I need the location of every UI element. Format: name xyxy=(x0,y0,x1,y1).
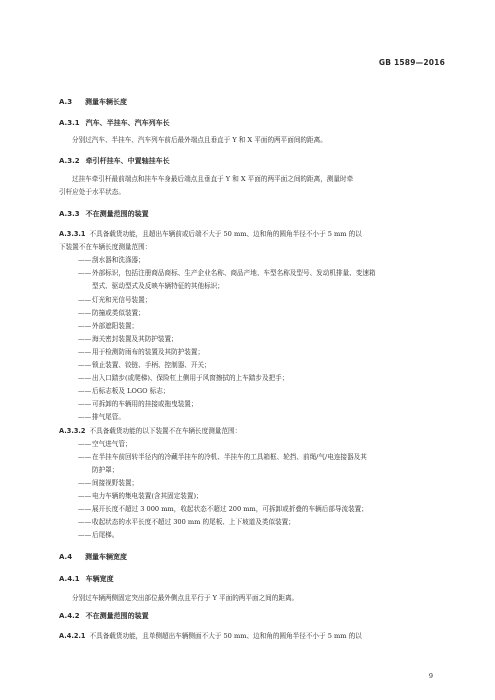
list-item-continuation: 防护罩； xyxy=(92,466,119,474)
list-item: ——收起状态的水平长度不超过 300 mm 的尾板、上下坡道及类似装置； xyxy=(78,518,295,526)
list-item-continuation: 型式、驱动型式及反映车辆特征的其他标识； xyxy=(92,282,224,290)
paragraph-a331-line1: A.3.3.1 不具备载货功能，且超出车辆前或后端不大于 50 mm、边和角的圆角半径不小于 5 mm 的以 xyxy=(59,230,362,238)
list-item: ——后标志板及 LOGO 标志； xyxy=(78,387,170,395)
paragraph-a32-line2: 引杆应处于水平状态。 xyxy=(59,188,125,196)
paragraph-a32-line1: 过挂车牵引杆最前端点和挂车车身最后端点且垂直于 Y 和 X 平面的两平面之间的距离，测量时牵 xyxy=(72,175,354,183)
list-item: ——排气尾管。 xyxy=(78,413,125,421)
section-heading-a3: A.3 测量车辆长度 xyxy=(59,98,127,106)
list-item: ——出入口踏步(或爬梯)、保险杠上侧用于风窗擦拭的上车踏步及把手； xyxy=(78,374,289,382)
paragraph-a41: 分别过车辆两侧固定突出部位最外侧点且平行于 Y 平面的两平面之间的距离。 xyxy=(72,594,299,602)
list-item: ——后尾梯。 xyxy=(78,531,119,539)
standard-code: GB 1589—2016 xyxy=(378,58,445,67)
list-item: ——用于检测防雨布的装置及其防护装置； xyxy=(78,348,205,356)
list-item: ——电力车辆的集电装置(含其固定装置)； xyxy=(78,492,203,500)
list-item: ——锁止装置、铰链、手柄、控制器、开关； xyxy=(78,361,211,369)
section-heading-a32: A.3.2 牵引杆挂车、中置轴挂车长 xyxy=(59,157,170,165)
section-heading-a31: A.3.1 汽车、半挂车、汽车列车长 xyxy=(59,119,170,127)
list-item: ——外部遮阳装置； xyxy=(78,322,139,330)
paragraph-a332-line1: A.3.3.2 不具备载货功能的以下装置不在车辆长度测量范围： xyxy=(59,427,242,435)
list-item: ——防撞或类似装置； xyxy=(78,309,145,317)
paragraph-a31: 分别过汽车、半挂车、汽车列车前后最外端点且垂直于 Y 和 X 平面的两平面间的距离。 xyxy=(72,136,327,144)
list-item: ——海关密封装置及其防护装置； xyxy=(78,335,178,343)
section-heading-a33: A.3.3 不在测量范围的装置 xyxy=(59,210,149,218)
paragraph-a421-line1: A.4.2.1 不具备载货功能，且单侧超出车辆侧面不大于 50 mm、边和角的圆角半径不小于 5 mm 的以 xyxy=(59,632,362,640)
section-heading-a42: A.4.2 不在测量范围的装置 xyxy=(59,612,149,620)
list-item: ——外部标识，包括注册商品商标、生产企业名称、商品产地、车型名称及型号、发动机排量、变速箱 xyxy=(78,269,376,277)
list-item: ——展开长度不超过 3 000 mm，收起状态不超过 200 mm，可拆卸或折叠的车辆后部导流装置； xyxy=(78,505,368,513)
list-item: ——空气进气管； xyxy=(78,440,132,448)
list-item: ——在半挂车前回转半径内的冷藏半挂车的冷机、半挂车的工具箱框、轮挡、前绳/气/电连接器及其 xyxy=(78,453,367,461)
page-number: 9 xyxy=(428,672,433,680)
list-item: ——刮水器和洗涤器； xyxy=(78,256,145,264)
section-heading-a41: A.4.1 车辆宽度 xyxy=(59,575,114,583)
paragraph-a331-line2: 下装置不在车辆长度测量范围： xyxy=(59,243,152,251)
list-item: ——间接视野装置； xyxy=(78,479,139,487)
section-heading-a4: A.4 测量车辆宽度 xyxy=(59,553,127,561)
list-item: ——灯光和光信号装置； xyxy=(78,296,152,304)
list-item: ——可拆卸的车辆用的挂接或拖曳装置； xyxy=(78,400,198,408)
